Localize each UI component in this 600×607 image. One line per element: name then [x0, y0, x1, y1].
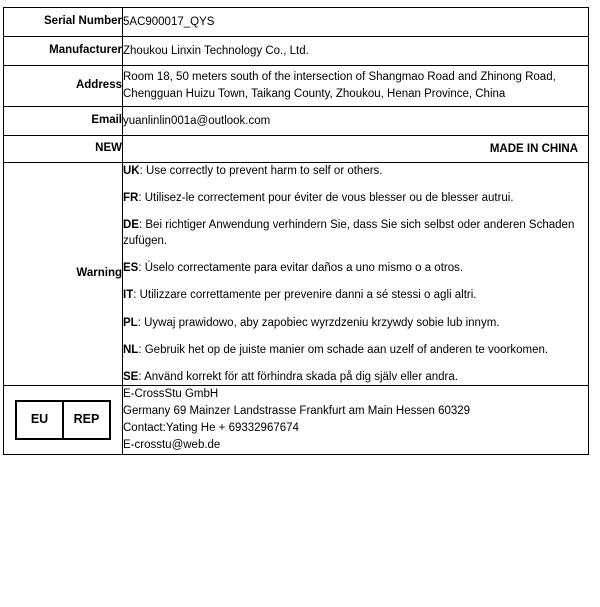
label-document [0, 7, 600, 607]
warning-lang-it: IT [123, 289, 134, 302]
warning-lang-fr: FR [123, 192, 139, 205]
address-value: Room 18, 50 meters south of the intersection of Shangmao Road and Zhinong Road, Chengguan Huizu Town, Taikang County, Zhoukou, Henan Province, China [123, 66, 589, 107]
table-row-email [4, 107, 589, 136]
warning-text-it: : Utilizzare correttamente per prevenire danni a sé stessi o agli altri. [133, 289, 477, 302]
table-row-new [4, 136, 589, 163]
warning-line-nl [123, 342, 588, 358]
warning-text-se: : Använd korrekt för att förhindra skada på dig själv eller andra. [138, 370, 458, 383]
eu-rep-badge-cell [4, 385, 123, 454]
warning-lang-es: ES [123, 262, 139, 275]
warning-lang-se: SE [123, 370, 139, 383]
warning-line-de [123, 217, 588, 249]
product-label-table [3, 7, 589, 455]
warning-lang-pl: PL [123, 316, 138, 329]
warning-line-it [123, 287, 588, 303]
email-value: yuanlinlin001a@outlook.com [123, 107, 589, 136]
address-label: Address [4, 66, 123, 107]
table-row-eu-rep [4, 385, 589, 454]
warning-language-list [123, 163, 588, 385]
email-label: Email [4, 107, 123, 136]
warning-text-uk: : Use correctly to prevent harm to self or others. [139, 165, 383, 177]
eu-rep-email: E-crosstu@web.de [123, 438, 221, 451]
warning-line-es [123, 260, 588, 276]
warning-line-se [123, 369, 588, 385]
eu-rep-badge-eu: EU [17, 402, 64, 438]
warning-line-pl [123, 315, 588, 331]
warning-value [123, 163, 589, 386]
made-in-china-value: MADE IN CHINA [123, 136, 589, 163]
warning-label: Warning [4, 163, 123, 386]
warning-text-fr: : Utilisez-le correctement pour éviter de vous blesser ou de blesser autrui. [138, 192, 514, 205]
warning-lang-nl: NL [123, 343, 139, 356]
eu-rep-symbol [15, 400, 111, 440]
table-row-manufacturer [4, 37, 589, 66]
warning-lang-uk: UK [123, 165, 140, 177]
warning-line-fr [123, 190, 588, 206]
new-label: NEW [4, 136, 123, 163]
eu-rep-badge-rep: REP [73, 412, 100, 427]
warning-line-uk [123, 163, 588, 179]
warning-text-nl: : Gebruik het op de juiste manier om schade aan uzelf of anderen te voorkomen. [138, 343, 549, 356]
manufacturer-label: Manufacturer [4, 37, 123, 66]
warning-text-de: : Bei richtiger Anwendung verhindern Sie, dass Sie sich selbst oder anderen Schaden zufügen. [123, 219, 575, 248]
serial-number-label: Serial Number [4, 8, 123, 37]
eu-rep-contact: Contact:Yating He + 69332967674 [123, 421, 299, 434]
table-row-serial-number [4, 8, 589, 37]
warning-text-es: : Úselo correctamente para evitar daños a uno mismo o a otros. [138, 262, 464, 275]
eu-rep-name: E-CrossStu GmbH [123, 387, 219, 400]
table-row-address [4, 66, 589, 107]
manufacturer-value: Zhoukou Linxin Technology Co., Ltd. [123, 37, 589, 66]
eu-rep-details [123, 385, 589, 454]
table-row-warning [4, 163, 589, 386]
eu-rep-address: Germany 69 Mainzer Landstrasse Frankfurt am Main Hessen 60329 [123, 404, 471, 417]
warning-text-pl: : Uywaj prawidowo, aby zapobiec wyrzdzeniu krzywdy sobie lub innym. [137, 316, 500, 329]
warning-lang-de: DE [123, 219, 139, 232]
serial-number-value: 5AC900017_QYS [123, 8, 589, 37]
